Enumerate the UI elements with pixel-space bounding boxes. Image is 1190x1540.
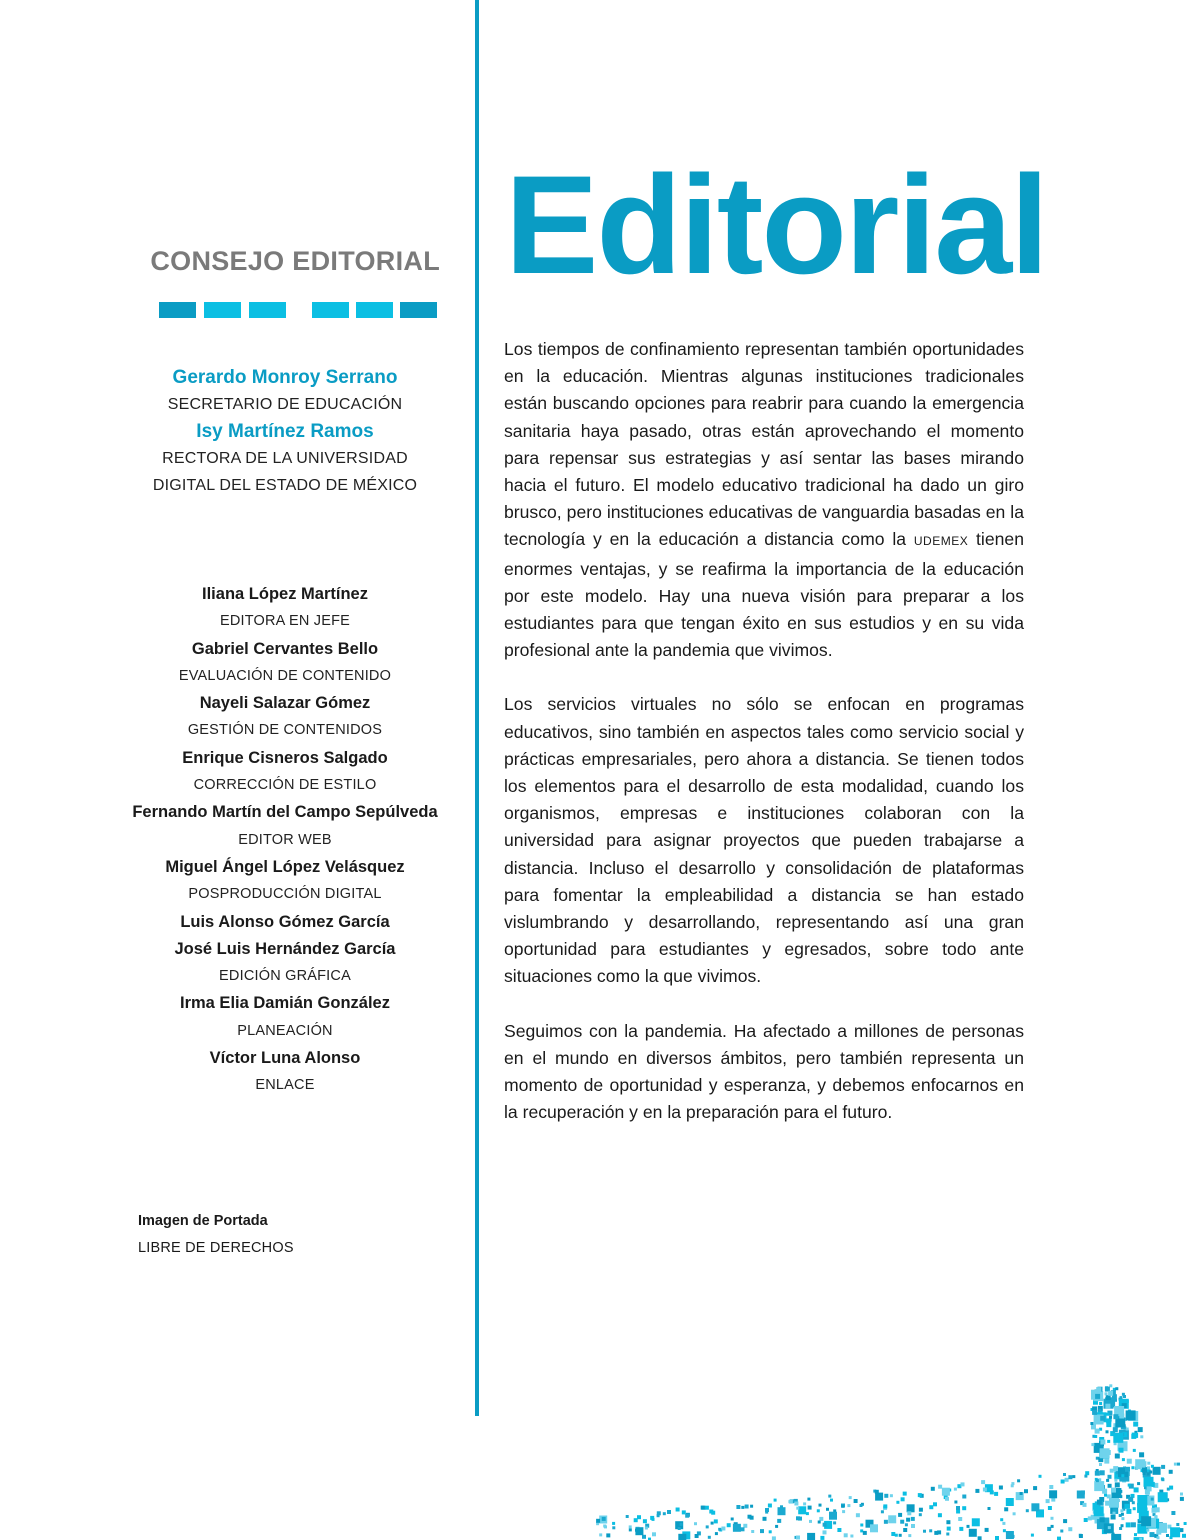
editorial-body [504, 336, 1024, 1153]
staff-role: CORRECCIÓN DE ESTILO [193, 777, 377, 794]
staff-role: GESTIÓN DE CONTENIDOS [187, 722, 383, 739]
council-leaders [118, 364, 452, 499]
staff-role: EVALUACIÓN DE CONTENIDO [178, 667, 392, 684]
page-title: Editorial [505, 146, 1048, 303]
staff-name: José Luis Hernández García [174, 939, 396, 958]
leader-role: DIGITAL DEL ESTADO DE MÉXICO [152, 477, 418, 494]
paragraph-1 [504, 336, 1024, 664]
staff-role: EDITOR WEB [238, 831, 332, 848]
staff-role: EDITORA EN JEFE [219, 613, 351, 630]
paragraph-2: Los servicios virtuales no sólo se enfocan en programas educativos, sino también en aspectos tales como servicio social y prácticas empresariales, pero ahora a distancia. Se tienen todos los elementos para el desarrollo de esta modalidad, cuando los organismos, empresas e instituciones colaboran con la universidad para asignar proyectos que pueden trabajarse a distancia. Incluso el desarrollo y consolidación de plataformas para fomentar la empleabilidad a distancia se han estado vislumbrando y desarrollando, representando así una gran oportunidad para estudiantes y egresados, sobre todo ante situaciones como la que vivimos. [504, 694, 1024, 987]
staff-name: Luis Alonso Gómez García [180, 912, 390, 931]
staff-name: Víctor Luna Alonso [209, 1049, 361, 1068]
staff-name: Irma Elia Damián González [180, 994, 390, 1013]
column-divider [475, 0, 479, 1416]
cover-credit-subtitle: LIBRE DE DERECHOS [138, 1240, 294, 1256]
staff-role: EDICIÓN GRÁFICA [219, 968, 351, 985]
paragraph-1-part-b: tienen enormes ventajas, y se reafirma la importancia de la educación por este modelo. Hay una nueva visión para preparar a los estudiantes para que tengan éxito en sus estudios y en su vida profesional ante la pandemia que vivimos. [504, 529, 1024, 661]
council-title: CONSEJO EDITORIAL [150, 246, 440, 276]
staff-role: POSPRODUCCIÓN DIGITAL [188, 886, 382, 903]
leader-name: Gerardo Monroy Serrano [172, 367, 398, 388]
staff-name: Miguel Ángel López Velásquez [165, 857, 405, 876]
cover-credit-title: Imagen de Portada [138, 1213, 268, 1229]
leader-role: RECTORA DE LA UNIVERSIDAD [162, 450, 408, 467]
staff-name: Fernando Martín del Campo Sepúlveda [132, 803, 438, 822]
staff-list [100, 581, 470, 1100]
paragraph-1-part-a: Los tiempos de confinamiento representan también oportunidades en la educación. Mientras algunas instituciones tradicionales están buscando opciones para reabrir para cuando la emergencia sanitaria haya pasado, otras están aprovechando el momento para repensar sus estrategias y así sentar las bases mirando hacia el futuro. El modelo educativo tradicional ha dado un giro brusco, pero instituciones educativas de vanguardia basadas en la tecnología y en la educación a distancia como la [504, 339, 1024, 550]
staff-name: Iliana López Martínez [202, 585, 368, 603]
paragraph-3: Seguimos con la pandemia. Ha afectado a millones de personas en el mundo en diversos ámbitos, pero también representa un momento de oportunidad y esperanza, y debemos enfocarnos en la recuperación y en la preparación para el futuro. [504, 1020, 1024, 1123]
staff-role: PLANEACIÓN [237, 1022, 333, 1039]
leader-role: SECRETARIO DE EDUCACIÓN [167, 396, 403, 413]
staff-name: Gabriel Cervantes Bello [191, 639, 379, 658]
cover-credit [138, 1208, 294, 1262]
udemex-abbr: UDEMEX [913, 534, 969, 549]
staff-name: Nayeli Salazar Gómez [199, 694, 371, 713]
staff-name: Enrique Cisneros Salgado [182, 748, 388, 767]
staff-role: ENLACE [255, 1077, 315, 1094]
leader-name: Isy Martínez Ramos [196, 421, 374, 442]
